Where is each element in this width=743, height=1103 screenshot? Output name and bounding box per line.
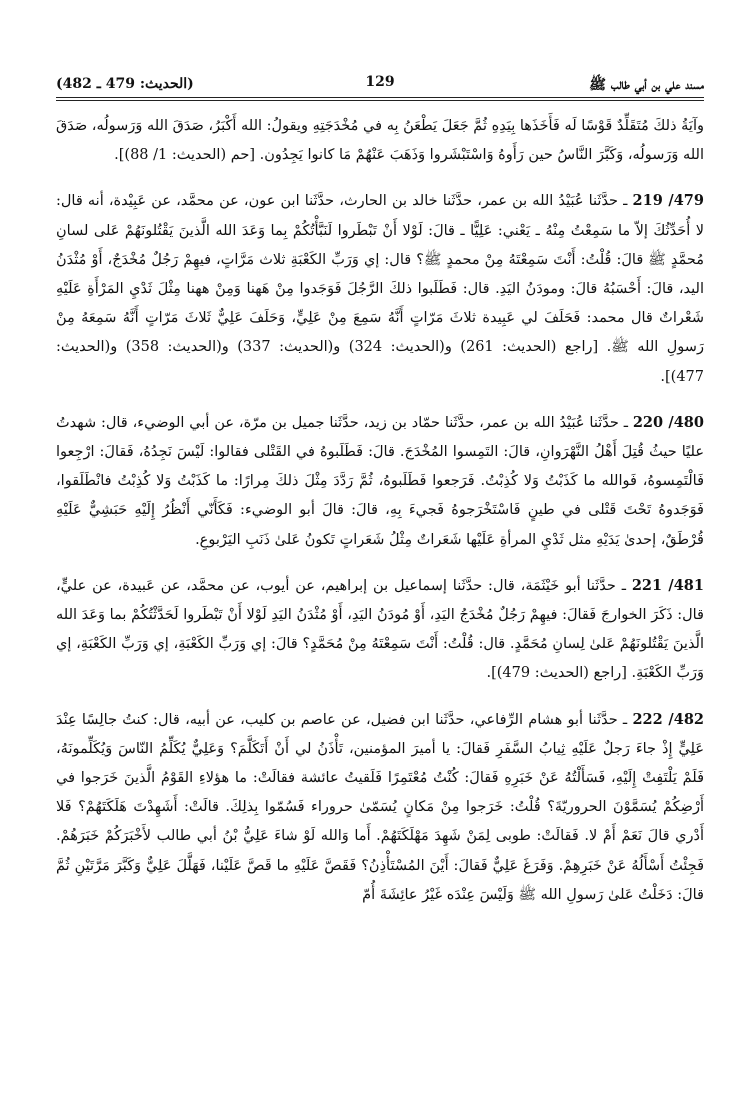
hadith-text: ـ حدَّثَنا أبو خَيْثَمَة، قال: حدَّثَنا إسماعيل بن إبراهيم، عن أيوب، عن محمَّد، عن عَبيدة، عن عليٍّ، قال: ذَكَرَ الخوارجَ فَقالَ: فيهِمْ رَجُلٌ مُخْدَجُ اليَدِ، أَوْ مُودَنُ اليَدِ، أَوْ مُثْدَنُ اليَدِ لَوْلا أَنْ تَبْطَروا لَحَدَّثْتُكُمْ بما وَعَدَ الله الَّذينَ يَقْتُلونَهُمْ عَلىٰ لِسانِ مُحَمَّدٍ. قال: قُلْتُ: أَنْتَ سَمِعْتَهُ مِنْ مُحَمَّدٍ؟ قالَ: إي وَرَبِّ الكَعْبَةِ، إي وَرَبِّ الكَعْبَةِ، إي وَرَبِّ الكَعْبَةِ. [راجع (الحديث: 479)]. — [56, 577, 704, 682]
hadith-text: ـ حدَّثَنا عُبَيْدُ الله بن عمر، حدَّثَنا خالد بن الحارث، حدَّثَنا ابن عون، عن محمَّد، عن عَبِيْدة، أنه قال: لا أُحَدِّثُكَ إلاّ ما سَمِعْتُ مِنْهُ ـ يَعْني: عَلِيًّا ـ قالَ: لَوْلا أَنْ تَبْطَروا لَنَبَّأْتُكُمْ بِما وَعَدَ الله الَّذينَ يَقْتُلونَهُمْ عَلى لسانِ مُحمَّدٍ ﷺ قالَ: قُلْتُ: أَنْتَ سَمِعْتَهُ مِنْ محمدٍ ﷺ؟ قال: إي وَرَبِّ الكَعْبَةِ ثلاث مَرَّاتٍ، فيهِمْ رَجُلٌ مُخْدَجٌ، أَوْ مُثْدَنُ اليد، قالَ: أَحْسَبُهُ قالَ: ومودَنُ اليَدِ. قال: فَطَلَبوا ذلكَ الرَّجُلَ فَوَجَدوا مِنْ هَهنا وَمِنْ ههنا مِثْلَ ثَدْيِ المَرْأَةِ عَلَيْهِ شَعْراتٌ قال محمد: فَحَلَفَ لي عَبِيدة ثلاثَ مَرّاتٍ أَنَّهُ سَمِعَ مِنْ عَلِيٍّ، وَحَلَفَ عَلِيٌّ ثَلاثَ مَرّاتٍ أَنَّهُ سَمِعَهُ مِنْ رَسولِ الله ﷺ. [راجع (الحديث: 261) و(الحديث: 324) و(الحديث: 337) و(الحديث: 358) و(الحديث: 477)]. — [56, 193, 704, 385]
paragraph-gap — [56, 689, 704, 705]
header-rule-bottom — [56, 100, 704, 101]
hadith-number: 479/ 219 — [632, 192, 704, 210]
book-title: مسند علي بن أبي طالب ﷺ — [589, 77, 704, 93]
hadith-text: ـ حدَّثَنا أبو هشام الرِّفاعي، حدَّثَنا ابن فضيل، عن عاصم بن كليب، عن أبيه، قال: كنتُ جالِسًا عِنْدَ عَلِيٍّ إِذْ جاءَ رَجلٌ عَلَيْهِ ثِيابُ السَّفَرِ فَقالَ: يا أميرَ المؤمنين، تَأْذَنُ لي أَنْ أَتَكَلَّمَ؟ وَعَلِيٌّ يُكَلِّمُ النّاسَ وَيُكَلِّمونَهُ، فَلَمْ يَلْتَفِتْ إِلَيْهِ، فَسَأَلْتُهُ عَنْ خَبَرِهِ فَقالَ: كُنْتُ مُعْتَمِرًا فَلَقيتُ عائشة فقالَتْ: ما هؤلاءِ القَوْمُ الَّذينَ خَرَجوا في أَرْضِكُمْ يُسَمَّوْنَ الحروريّةَ؟ قُلْتُ: خَرَجوا مِنْ مَكانٍ يُسَمّىٰ حروراء فَسُمّوا بِذلِكَ. قالَتْ: أَشَهِدْتَ هَلَكَتَهُمْ؟ فَلا أَدْري قالَ نَعَمْ أَمْ لا. فَقالَتْ: طوبى لِمَنْ شَهِدَ مَهْلَكَتَهُمْ. أَما وَالله لَوْ شاءَ عَلِيُّ بْنُ أبي طالب لأَخْبَرَكُمْ خَبَرَهُمْ. فَجِئْتُ أَسْأَلُهُ عَنْ خَبَرِهِمْ. وَفَرَغَ عَلِيٌّ فَقالَ: أَيْنَ المُسْتَأْذِنُ؟ فَقَصَّ عَلَيْهِ ما قَصَّ عَلَيْنا، فَهَلَّلَ عَلِيٌّ وَكَبَّرَ مَرَّتَيْنِ ثُمَّ قالَ: دَخَلْتُ عَلىٰ رَسولِ الله ﷺ وَلَيْسَ عِنْدَه غَيْرُ عائِشَةَ أُمّ — [56, 711, 704, 903]
hadith-text: ـ حدَّثَنا عُبَيْدُ الله بن عمر، حدَّثَنا حمّاد بن زيد، حدَّثَنا جميل بن مرّة، عن أبي الوضيء، قال: شهدتُ عليًا حيثُ قُتِلَ أَهْلُ النَّهْرَوانِ، قالَ: التَمِسوا المُخْدَجَ. قالَ: فَطَلَبوهُ في القَتْلى فقالوا: لَيْسَ نَجِدُهُ، فَقالَ: ارْجِعوا فَالْتَمِسوهُ، فَوالله ما كَذَبْتُ وَلا كُذِبْتُ. فَرَجعوا فَطَلَبوهُ، ثُمَّ رَدَّدَ مِثْلَ ذلكَ مِرارًا: ما كَذَبْتُ وَلا كُذِبْتُ فانْطَلَقوا، فَوَجَدوهُ تَحْتَ قَتْلى في طينٍ فَاسْتَخْرَجوهُ فَجيءَ بِهِ، قالَ: قالَ أبو الوضيء: فَكَأَنّي أَنْظُرُ إِلَيْهِ حَبَشِيٌّ عَلَيْهِ قُرْطَقٌ، إحدىٰ يَدَيْهِ مثل ثَدْيِ المرأةِ عَلَيْها شَعَراتٌ مِثْلُ شَعَراتٍ تَكونُ عَلىٰ ذَنَبِ اليَرْبوعِ. — [56, 414, 704, 548]
hadith-480 — [56, 408, 704, 555]
page-body — [56, 112, 704, 910]
page-number: 129 — [365, 74, 395, 90]
hadith-479 — [56, 186, 704, 391]
paragraph-text: وآيَةُ ذلكَ مُتَقَلِّدٌ قَوْسًا لَه فَأَخَذَها بِيَدِهِ ثُمَّ جَعَلَ يَطْعَنُ بِه في مُخْدَجَتِهِ ويقولُ: الله أَكْبَرُ، صَدَقَ الله وَرَسولُه، صَدَقَ الله وَرَسولُه، وَكَبَّرَ النَّاسُ حين رَأَوهُ وَاسْتَبْشَروا وَذَهَبَ عَنْهُمْ مَا كانوا يَجِدُون. [حم (الحديث: 1/ 88)]. — [56, 118, 704, 164]
page-header — [56, 76, 704, 96]
hadith-number: 480/ 220 — [632, 413, 704, 431]
paragraph-continuation — [56, 112, 704, 170]
hadith-482 — [56, 705, 704, 910]
hadith-number: 481/ 221 — [631, 576, 704, 594]
header-rule-top — [56, 97, 704, 98]
hadith-481 — [56, 571, 704, 689]
paragraph-gap — [56, 555, 704, 571]
paragraph-gap — [56, 392, 704, 408]
hadith-range: (الحديث: 479 ـ 482) — [56, 76, 194, 92]
hadith-number: 482/ 222 — [632, 710, 705, 728]
paragraph-gap — [56, 170, 704, 186]
